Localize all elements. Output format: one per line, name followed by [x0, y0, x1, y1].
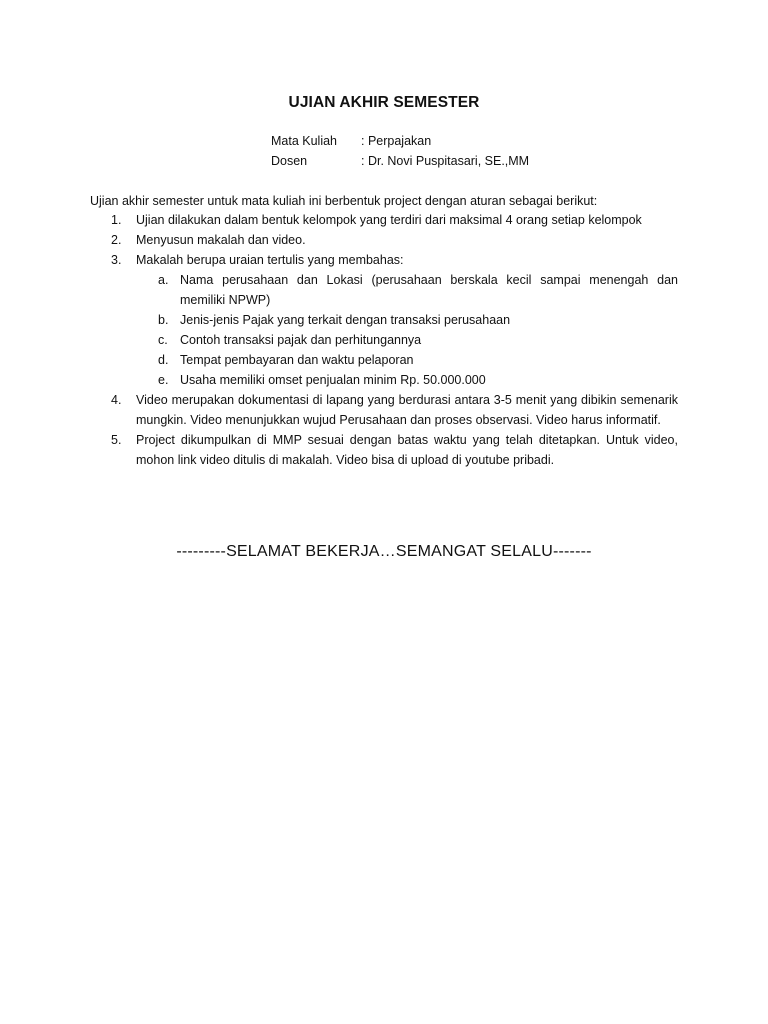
list-item-number: 3.	[111, 253, 122, 267]
sub-list-item	[90, 350, 678, 370]
list-item-text: Project dikumpulkan di MMP sesuai dengan batas waktu yang telah ditetapkan. Untuk video, mohon link video ditulis di makalah. Video bisa di upload di youtube pribadi.	[136, 433, 678, 467]
intro-paragraph: Ujian akhir semester untuk mata kuliah ini berbentuk project dengan aturan sebagai berikut:	[90, 194, 598, 208]
course-info-row-subject	[271, 131, 529, 151]
list-item	[90, 430, 678, 470]
sub-list	[90, 270, 678, 390]
rules-list	[90, 210, 678, 470]
sub-list-item-text: Tempat pembayaran dan waktu pelaporan	[180, 353, 414, 367]
sub-list-item	[90, 330, 678, 350]
sub-list-item	[90, 270, 678, 310]
document-title: UJIAN AKHIR SEMESTER	[288, 94, 480, 111]
course-info-label: Mata Kuliah	[271, 134, 338, 148]
list-item	[90, 210, 678, 230]
list-item-number: 4.	[111, 393, 122, 407]
sub-list-item-letter: d.	[158, 353, 169, 367]
list-item	[90, 250, 678, 270]
sub-list-item-letter: c.	[158, 333, 168, 347]
sub-list-item-text: Contoh transaksi pajak dan perhitungannya	[180, 333, 422, 347]
list-item-number: 1.	[111, 213, 122, 227]
list-item-number: 5.	[111, 433, 122, 447]
course-info-row-lecturer	[271, 151, 529, 171]
sub-list-item-text: Jenis-jenis Pajak yang terkait dengan transaksi perusahaan	[180, 313, 511, 327]
sub-list-item-letter: b.	[158, 313, 169, 327]
list-item-text: Menyusun makalah dan video.	[136, 233, 306, 247]
course-info-value: : Dr. Novi Puspitasari, SE.,MM	[361, 154, 530, 168]
sub-list-item	[90, 310, 678, 330]
sub-list-item-letter: a.	[158, 273, 169, 287]
course-info-value: : Perpajakan	[361, 134, 432, 148]
list-item-text: Video merupakan dokumentasi di lapang yang berdurasi antara 3-5 menit yang dibikin semenarik mungkin. Video menunjukkan wujud Perusahaan dan proses observasi. Video harus informatif.	[136, 393, 678, 427]
list-item-number: 2.	[111, 233, 122, 247]
sub-list-item-letter: e.	[158, 373, 169, 387]
course-info-label: Dosen	[271, 154, 308, 168]
closing-message: ---------SELAMAT BEKERJA…SEMANGAT SELALU-------	[176, 543, 592, 560]
list-item	[90, 390, 678, 430]
list-item	[90, 230, 678, 250]
course-info	[271, 131, 529, 171]
list-item-text: Makalah berupa uraian tertulis yang membahas:	[136, 253, 404, 267]
list-item-text: Ujian dilakukan dalam bentuk kelompok yang terdiri dari maksimal 4 orang setiap kelompok	[136, 213, 642, 227]
sub-list-item-text: Nama perusahaan dan Lokasi (perusahaan berskala kecil sampai menengah dan memiliki NPWP)	[180, 273, 678, 307]
sub-list-item	[90, 370, 678, 390]
sub-list-item-text: Usaha memiliki omset penjualan minim Rp. 50.000.000	[180, 373, 486, 387]
